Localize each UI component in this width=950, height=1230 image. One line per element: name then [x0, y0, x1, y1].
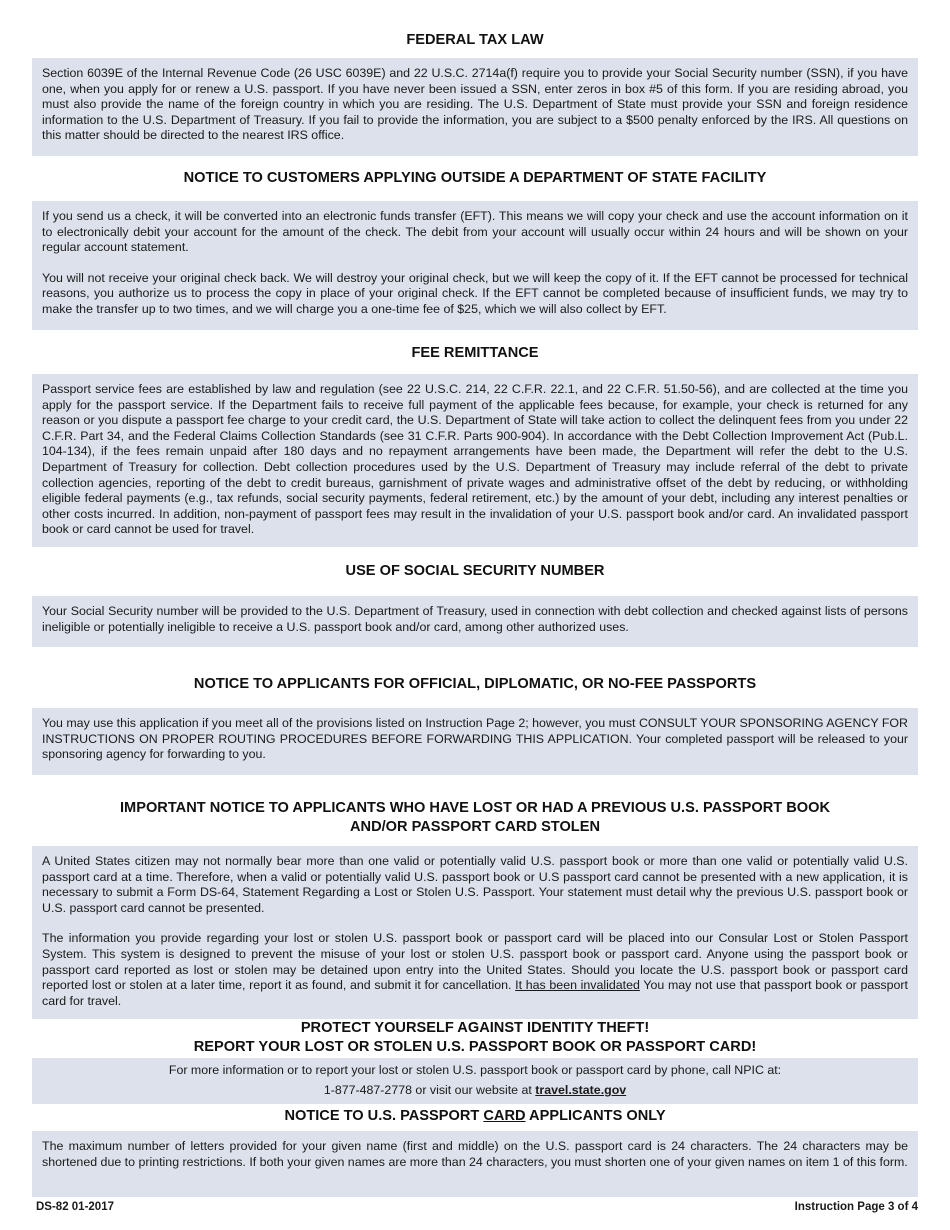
passport-card-text: The maximum number of letters provided for your given name (first and middle) on the U.S. passport card is 24 characters. The 24 characters may be shortened due to printing restrictions. If both your given names are more than 24 characters, you must shorten one of your given names on item 1 of this form. — [42, 1139, 908, 1169]
card-heading-end: APPLICANTS ONLY — [525, 1108, 666, 1124]
travel-state-gov-link[interactable]: travel.state.gov — [535, 1083, 627, 1097]
card-heading-start: NOTICE TO U.S. PASSPORT — [284, 1108, 484, 1124]
official-passports-text: You may use this application if you meet all of the provisions listed on Instruction Page 2; however, you must CONSULT YOUR SPONSORING AGENCY FOR INSTRUCTIONS ON PROPER ROUTING PROCEDURES BEFORE FORWARDING THIS APPLICATION. Your completed passport will be released to your sponsoring agency for forwarding to you. — [42, 716, 908, 762]
section-heading-ssn: USE OF SOCIAL SECURITY NUMBER — [345, 563, 605, 579]
npic-info-line: For more information or to report your lost or stolen U.S. passport book or passport card by phone, call NPIC at: — [168, 1063, 782, 1077]
lost-stolen-box — [32, 846, 918, 1019]
fee-remittance-box — [32, 374, 918, 547]
federal-tax-law-box — [32, 58, 918, 156]
section-heading-lost-stolen — [32, 799, 918, 837]
protect-heading-line1: PROTECT YOURSELF AGAINST IDENTITY THEFT! — [300, 1020, 650, 1036]
check-paragraph: You will not receive your original check back. We will destroy your original check, but we will keep the copy of it. If the EFT cannot be processed for technical reasons, you authorize us to process the copy in place of your original check. If the EFT cannot be completed because of insufficient funds, we may try to make the transfer up to two times, and we will charge you a one-time fee of $25, which we will also collect by EFT. — [42, 270, 908, 316]
federal-tax-law-text: Section 6039E of the Internal Revenue Code (26 USC 6039E) and 22 U.S.C. 2714a(f) require you to provide your Social Security number (SSN), if you have one, when you apply for or renew a U.S. passport. If you have never been issued a SSN, enter zeros in box #5 of this form. If you are residing abroad, you must also provide the name of the foreign country in which you are residing. The U.S. Department of State must provide your SSN and foreign residence information to the U.S. Department of Treasury. If you fail to provide the information, you are subject to a $500 penalty enforced by the IRS. All questions on this matter should be directed to the nearest IRS office. — [42, 66, 908, 143]
lost-heading-line1: IMPORTANT NOTICE TO APPLICANTS WHO HAVE LOST OR HAD A PREVIOUS U.S. PASSPORT BOOK — [120, 800, 830, 816]
page-number: Instruction Page 3 of 4 — [794, 1201, 918, 1213]
ssn-box — [32, 596, 918, 647]
official-passports-box — [32, 708, 918, 775]
passport-card-box — [32, 1131, 918, 1197]
page-footer — [36, 1201, 918, 1213]
card-heading-underline: CARD — [483, 1108, 526, 1124]
protect-box — [32, 1058, 918, 1104]
section-heading-fee-remittance: FEE REMITTANCE — [411, 345, 539, 361]
protect-heading-line2: REPORT YOUR LOST OR STOLEN U.S. PASSPORT BOOK OR PASSPORT CARD! — [193, 1039, 757, 1055]
eft-paragraph: If you send us a check, it will be converted into an electronic funds transfer (EFT). This means we will copy your check and use the account information on it to electronically debit your account for the amount of the check. The debit from your account will usually occur within 24 hours and will be shown on your regular account statement. — [42, 209, 908, 255]
lost-paragraph-1: A United States citizen may not normally bear more than one valid or potentially valid U.S. passport book or more than one valid or potentially valid U.S. passport card at a time. Therefore, when a valid or potentially valid U.S. passport book or U.S passport card cannot be presented with a new application, it is necessary to submit a Form DS-64, Statement Regarding a Lost or Stolen U.S. Passport. Your statement must detail why the previous U.S. passport book or U.S. passport card cannot be presented. — [42, 854, 908, 915]
lost-paragraph-2-text: The information you provide regarding your lost or stolen U.S. passport book or passport card will be placed into our Consular Lost or Stolen Passport System. This system is designed to prevent the misuse of your lost or stolen U.S. passport book or passport card. Anyone using the passport book or passport card reported as lost or stolen may be detained upon entry into the United States. Should you locate the U.S. passport book or passport card reported lost or stolen at a later time, report it as found, and submit it for cancellation. — [42, 931, 908, 993]
ssn-text: Your Social Security number will be provided to the U.S. Department of Treasury, used in connection with debt collection and checked against lists of persons ineligible or potentially ineligible to receive a U.S. passport book and/or card, among other authorized uses. — [42, 604, 908, 634]
section-heading-notice-to-customers: NOTICE TO CUSTOMERS APPLYING OUTSIDE A DEPARTMENT OF STATE FACILITY — [183, 170, 767, 186]
lost-paragraph-2-end: You may not use that passport book or passport card for travel. — [42, 978, 908, 1008]
fee-remittance-text: Passport service fees are established by law and regulation (see 22 U.S.C. 214, 22 C.F.R. 22.1, and 22 C.F.R. 51.50-56), and are collected at the time you apply for the passport service. If the Department fails to receive full payment of the applicable fees because, for example, your check is returned for any reason or you dispute a passport fee charge to your credit card, the U.S. Department of State will take action to collect the delinquent fees from you under 22 C.F.R. Part 34, and the Federal Claims Collection Standards (see 31 C.F.R. Parts 900-904). In accordance with the Debt Collection Improvement Act (Pub.L. 104-134), if the fees remain unpaid after 180 days and no repayment arrangements have been made, the Department will refer the debt to the U.S. Department of Treasury for collection. Debt collection procedures used by the U.S. Department of Treasury may include referral of the debt to private collection agencies, reporting of the debt to credit bureaus, garnishment of private wages and administrative offset of the debt by reducing, or withholding eligible federal payments (e.g., tax refunds, social security payments, federal retirement, etc.) by the amount of your debt, including any interest penalties or other costs incurred. In addition, non-payment of passport fees may result in the invalidation of your U.S. passport book and/or card. An invalidated passport book or card cannot be used for travel. — [42, 382, 908, 537]
lost-paragraph-2 — [42, 931, 908, 1009]
section-heading-protect-yourself — [32, 1019, 918, 1057]
npic-phone-text: 1-877-487-2778 or visit our website at — [323, 1083, 536, 1097]
notice-to-customers-box — [32, 201, 918, 330]
form-id: DS-82 01-2017 — [36, 1201, 114, 1213]
npic-phone-line — [42, 1080, 908, 1100]
invalidated-underline-text: It has been invalidated — [515, 978, 640, 993]
section-heading-federal-tax-law: FEDERAL TAX LAW — [406, 32, 544, 48]
lost-heading-line2: AND/OR PASSPORT CARD STOLEN — [349, 819, 600, 835]
section-heading-official-passports: NOTICE TO APPLICANTS FOR OFFICIAL, DIPLOMATIC, OR NO-FEE PASSPORTS — [193, 676, 757, 692]
section-heading-passport-card — [32, 1107, 918, 1126]
